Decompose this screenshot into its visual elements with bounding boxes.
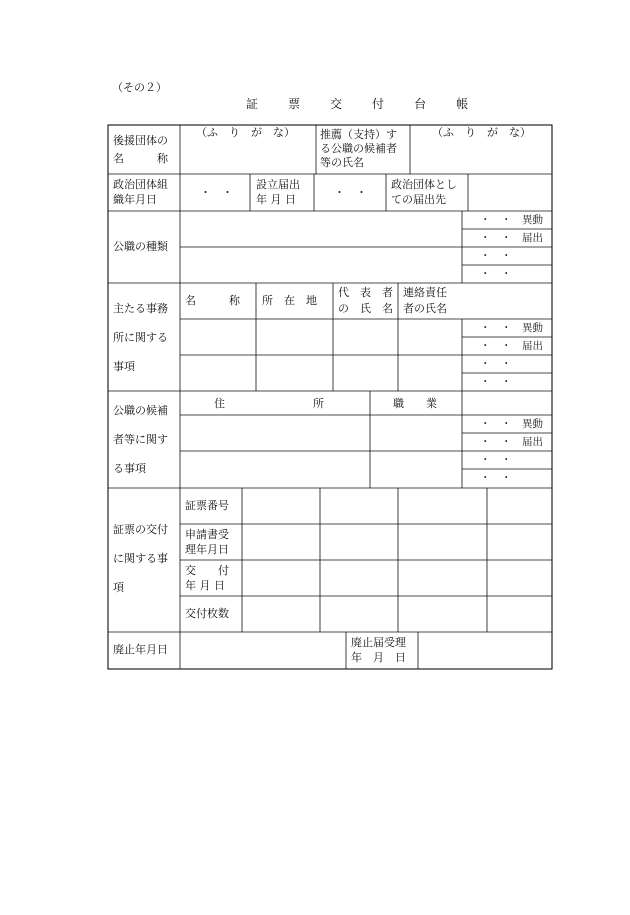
notice-mark: ・ ・ 届出: [480, 232, 543, 244]
furigana-label: （ふ り が な）: [196, 126, 295, 139]
candidate-name-label: 推薦（支持）す: [320, 128, 397, 141]
main-office-label-3: 事項: [113, 360, 135, 373]
issuance-section-label-2: に関する事: [113, 552, 168, 565]
support-group-label-2: 名 称: [113, 152, 168, 165]
office-kind-label: 公職の種類: [113, 240, 168, 253]
col-representative-header: 代 表 者: [338, 286, 393, 299]
candidate-section-label: 公職の候補: [113, 404, 168, 417]
col-name-header: 名 称: [185, 294, 240, 307]
col-contact-header: 連絡責任: [403, 286, 447, 299]
abolition-date-label: 廃止年月日: [113, 643, 168, 656]
candidate-name-label-2: る公職の候補者: [320, 142, 397, 155]
change-mark: ・ ・ 異動: [480, 214, 543, 226]
candidate-name-label-3: 等の氏名: [320, 156, 364, 169]
notice-destination-label: 政治団体とし: [391, 178, 457, 191]
blank-mark: ・ ・: [480, 376, 512, 388]
issuance-section-label-3: 項: [113, 581, 124, 594]
main-office-label-2: 所に関する: [113, 331, 168, 344]
blank-mark: ・ ・: [480, 358, 512, 370]
col-representative-header-2: の 氏 名: [338, 302, 393, 315]
blank-mark: ・ ・: [480, 268, 512, 280]
issue-date-label: 交 付: [185, 564, 229, 577]
change-mark: ・ ・ 異動: [480, 322, 543, 334]
application-date-label-2: 理年月日: [185, 543, 229, 556]
cert-number-label: 証票番号: [185, 499, 229, 512]
org-date-label-2: 織年月日: [113, 193, 157, 206]
notice-mark: ・ ・ 届出: [480, 340, 543, 352]
blank-mark: ・ ・: [480, 250, 512, 262]
page-title: 証 票 交 付 台 帳: [246, 97, 469, 111]
part-label: （その２）: [112, 81, 167, 94]
est-notice-label-2: 年 月 日: [256, 193, 296, 206]
col-occupation-header: 職 業: [393, 397, 437, 410]
notice-destination-label-2: ての届出先: [391, 193, 446, 206]
issuance-section-label: 証票の交付: [113, 523, 168, 536]
issue-date-label-2: 年 月 日: [185, 579, 225, 592]
main-office-label: 主たる事務: [113, 302, 168, 315]
blank-mark: ・ ・: [480, 454, 512, 466]
notice-mark: ・ ・ 届出: [480, 436, 543, 448]
org-date-dots: ・ ・: [200, 186, 233, 199]
est-notice-label: 設立届出: [256, 178, 300, 191]
abolition-notice-label: 廃止届受理: [351, 636, 406, 649]
col-location-header: 所 在 地: [262, 294, 317, 307]
change-mark: ・ ・ 異動: [480, 418, 543, 430]
est-notice-dots: ・ ・: [334, 186, 367, 199]
org-date-label: 政治団体組: [113, 178, 168, 191]
candidate-section-label-3: る事項: [113, 462, 146, 475]
abolition-notice-label-2: 年 月 日: [351, 651, 406, 664]
support-group-label: 後援団体の: [113, 134, 168, 147]
application-date-label: 申請書受: [185, 528, 229, 541]
furigana-label-2: （ふ り が な）: [432, 126, 531, 139]
col-address-header: 住 所: [214, 397, 324, 410]
candidate-section-label-2: 者等に関す: [113, 433, 168, 446]
issue-count-label: 交付枚数: [185, 607, 229, 620]
blank-mark: ・ ・: [480, 472, 512, 484]
col-contact-header-2: 者の氏名: [403, 302, 447, 315]
